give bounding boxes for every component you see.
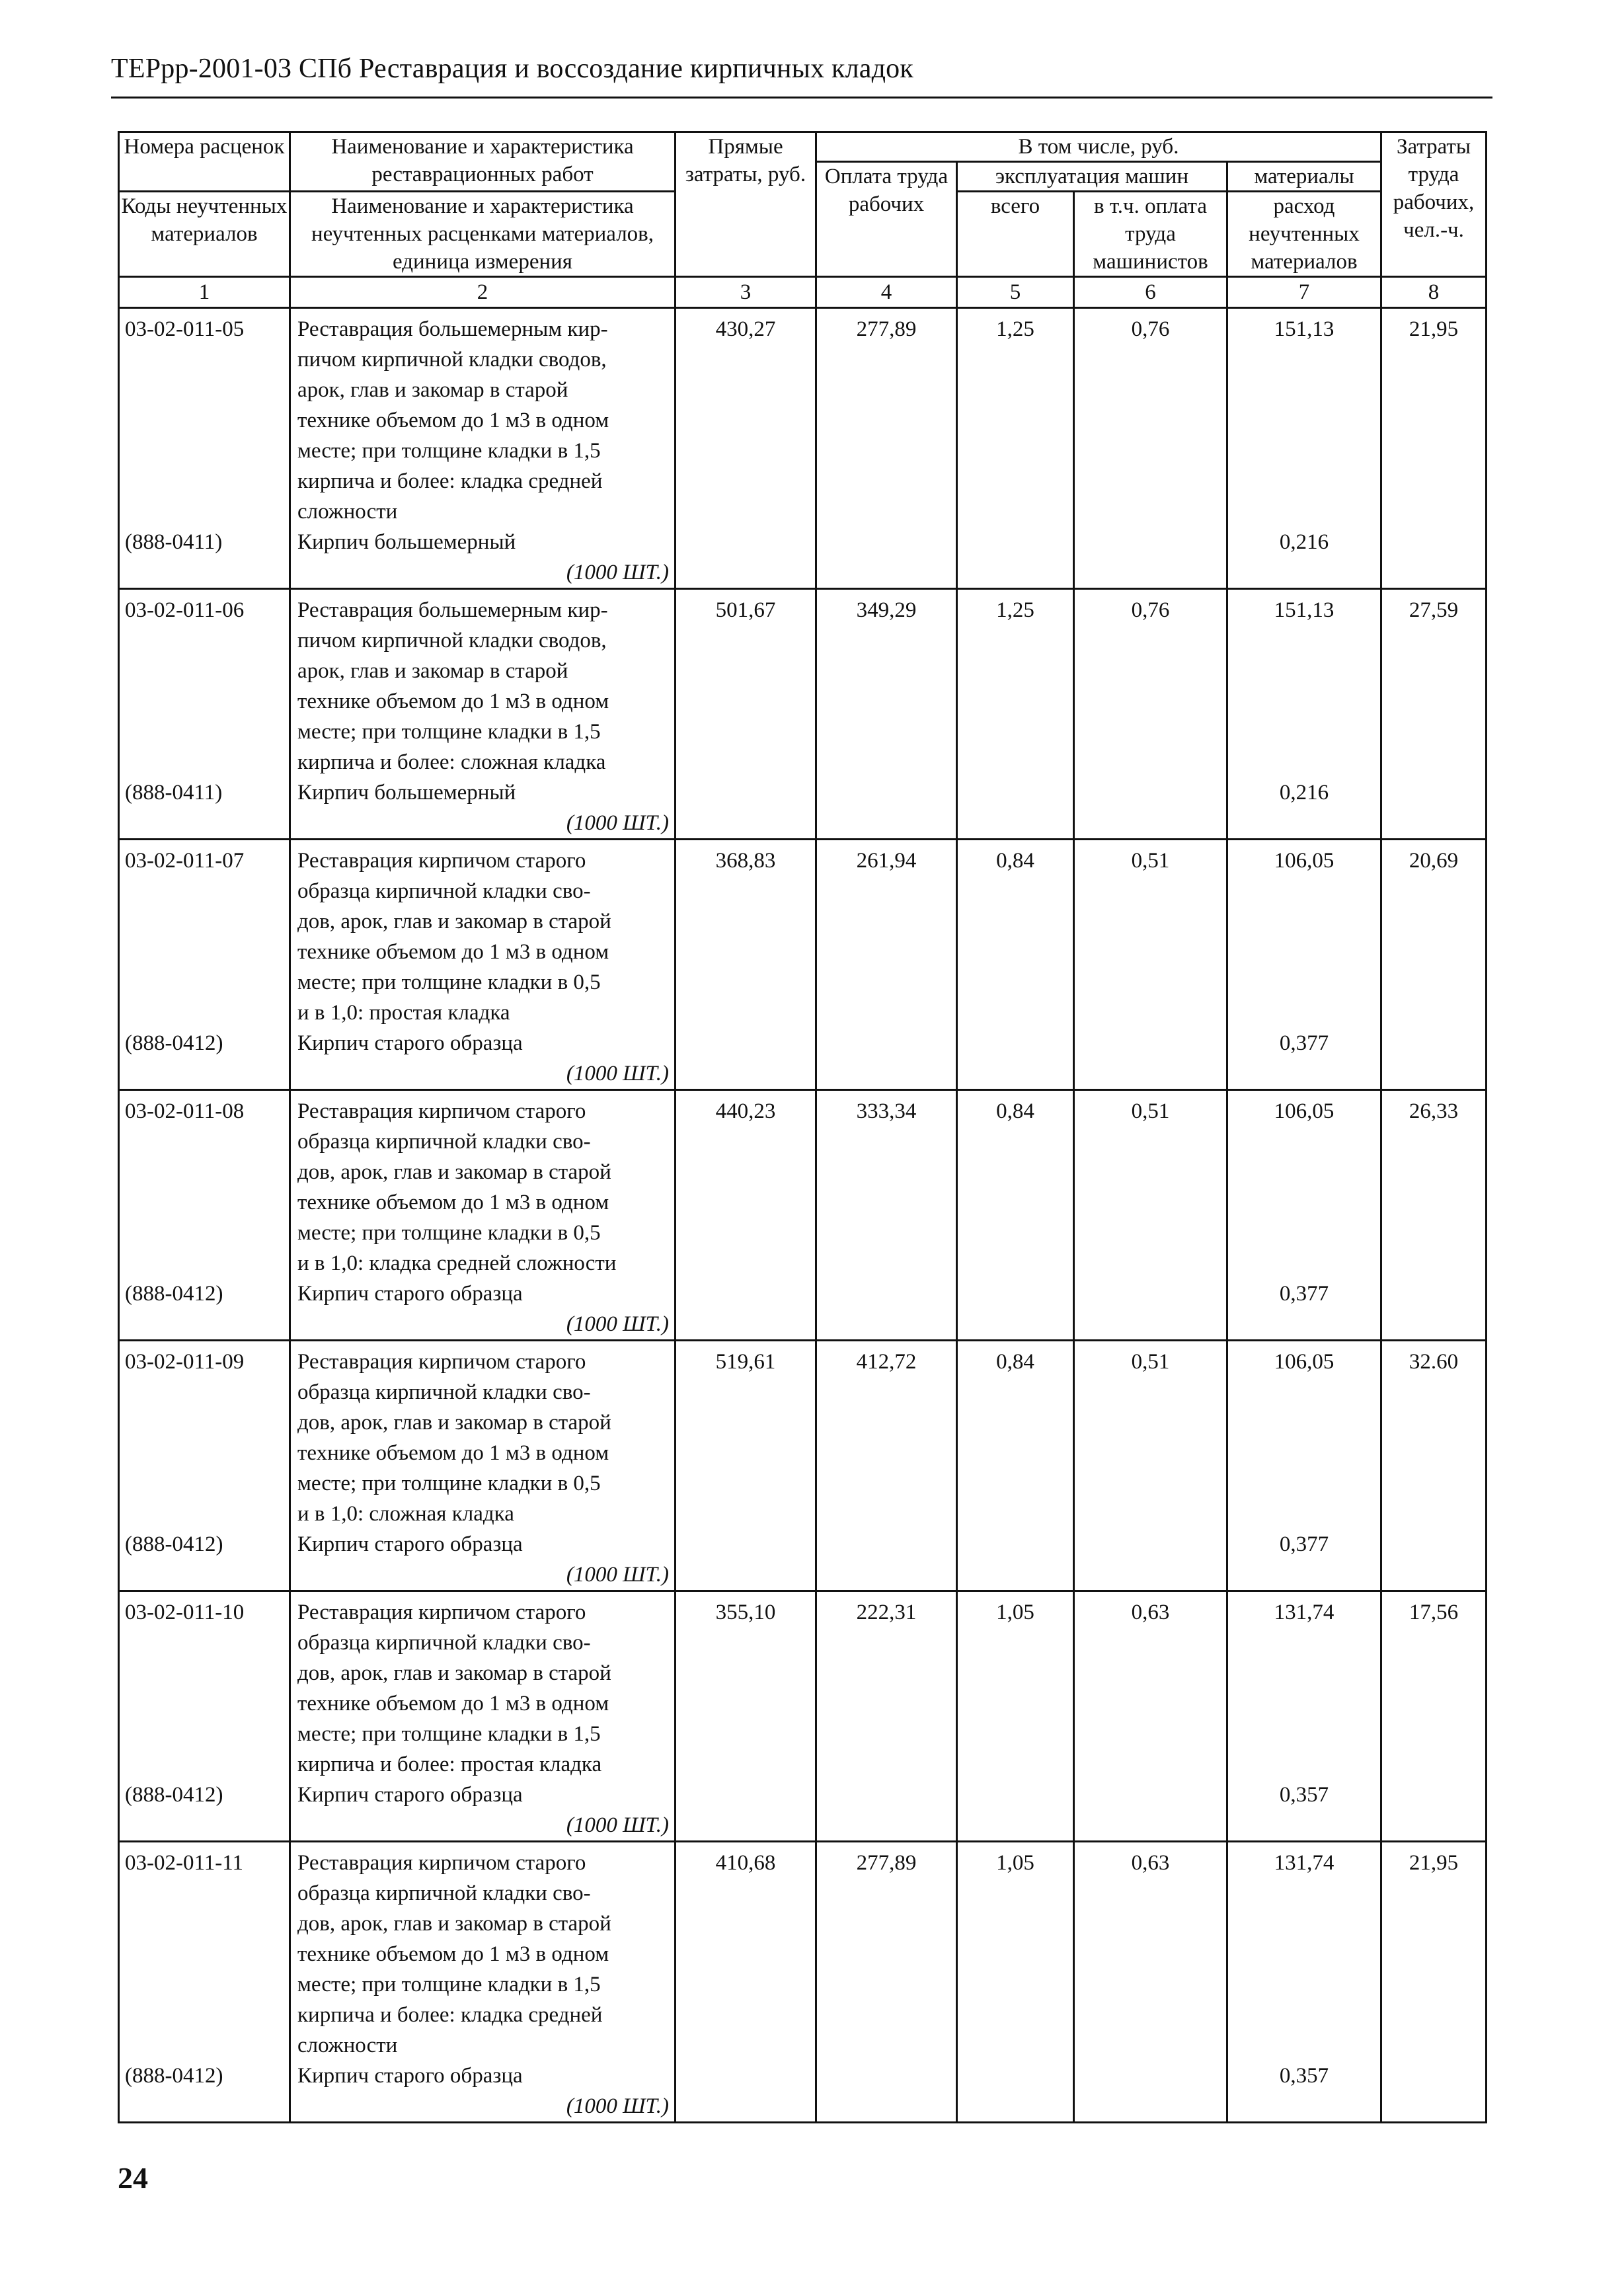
empty-cell [1074,1028,1227,1058]
description-line: и в 1,0: сложная кладка [297,1502,514,1526]
empty-cell [1381,1529,1487,1560]
description-line: пичом кирпичной кладки сводов, [297,629,607,652]
material-quantity: 0,377 [1227,1279,1381,1309]
operator-pay: 0,51 [1074,1341,1227,1530]
empty-cell [957,1560,1074,1591]
operator-pay: 0,76 [1074,308,1227,528]
empty-cell [957,1810,1074,1842]
empty-cell [1074,2091,1227,2123]
column-number: 5 [957,277,1074,308]
empty-cell [1227,2091,1381,2123]
header-material-names: Наименование и характеристика неучтенных расценками материалов, единица измерения [290,192,676,277]
empty-cell [1381,808,1487,840]
machines-total: 0,84 [957,1090,1074,1279]
machines-total: 1,25 [957,589,1074,778]
description-line: месте; при толщине кладки в 1,5 [297,1722,601,1746]
material-unit: (1000 ШТ.) [290,557,676,589]
rate-description [290,589,676,778]
materials-cost: 106,05 [1227,1341,1381,1530]
description-line: образца кирпичной кладки сво- [297,1881,591,1905]
machines-total: 1,05 [957,1842,1074,2061]
labor-hours: 21,95 [1381,1842,1487,2061]
labor-hours: 27,59 [1381,589,1487,778]
worker-pay: 349,29 [816,589,957,778]
description-line: технике объемом до 1 м3 в одном [297,1191,609,1214]
empty-cell [957,808,1074,840]
header-material-consumption: расход неучтенных материалов [1227,192,1381,277]
direct-costs: 519,61 [676,1341,816,1530]
column-numbers-row [119,277,1487,308]
material-row [119,777,1487,808]
empty-cell [1227,1810,1381,1842]
empty-cell [816,1560,957,1591]
rate-code: 03-02-011-11 [119,1842,290,2061]
operator-pay: 0,63 [1074,1591,1227,1780]
direct-costs: 355,10 [676,1591,816,1780]
empty-cell [957,1309,1074,1341]
page-number: 24 [118,2161,148,2195]
operator-pay: 0,63 [1074,1842,1227,2061]
machines-total: 1,25 [957,308,1074,528]
rate-description [290,1341,676,1530]
empty-cell [957,1529,1074,1560]
material-unit: (1000 ШТ.) [290,1309,676,1341]
empty-cell [1074,777,1227,808]
material-unit: (1000 ШТ.) [290,1058,676,1090]
material-code: (888-0412) [119,2061,290,2091]
material-row [119,1780,1487,1810]
empty-cell [676,527,816,557]
empty-cell [1381,2091,1487,2123]
empty-cell [119,1058,290,1090]
empty-cell [957,1058,1074,1090]
material-name: Кирпич большемерный [290,527,676,557]
description-line: кирпича и более: кладка средней [297,2003,603,2027]
empty-cell [816,1309,957,1341]
table-body [119,308,1487,2123]
empty-cell [816,2091,957,2123]
empty-cell [119,1309,290,1341]
empty-cell [1381,777,1487,808]
empty-cell [1074,1529,1227,1560]
rate-description [290,1842,676,2061]
unit-row [119,2091,1487,2123]
column-number: 7 [1227,277,1381,308]
rate-row [119,1090,1487,1279]
worker-pay: 277,89 [816,1842,957,2061]
empty-cell [119,1810,290,1842]
material-code: (888-0412) [119,1279,290,1309]
empty-cell [957,777,1074,808]
material-row [119,1529,1487,1560]
description-line: образца кирпичной кладки сво- [297,1631,591,1655]
unit-row [119,808,1487,840]
empty-cell [1074,1058,1227,1090]
empty-cell [957,1780,1074,1810]
rate-code: 03-02-011-08 [119,1090,290,1279]
empty-cell [1074,1279,1227,1309]
description-line: Реставрация большемерным кир- [297,598,608,622]
description-line: арок, глав и закомар в старой [297,378,568,402]
header-rule [111,97,1492,99]
empty-cell [816,1279,957,1309]
labor-hours: 20,69 [1381,840,1487,1029]
material-unit: (1000 ШТ.) [290,808,676,840]
column-number: 8 [1381,277,1487,308]
description-line: технике объемом до 1 м3 в одном [297,1692,609,1716]
empty-cell [816,1529,957,1560]
document-header: ТЕРрр-2001-03 СПб Реставрация и воссоздание кирпичных кладок [111,54,913,84]
material-quantity: 0,357 [1227,1780,1381,1810]
material-name: Кирпич старого образца [290,1780,676,1810]
description-line: месте; при толщине кладки в 1,5 [297,720,601,744]
empty-cell [816,2061,957,2091]
header-machines-total: всего [957,192,1074,277]
machines-total: 1,05 [957,1591,1074,1780]
empty-cell [816,1028,957,1058]
description-line: кирпича и более: сложная кладка [297,750,606,774]
description-line: дов, арок, глав и закомар в старой [297,1411,611,1435]
empty-cell [676,1058,816,1090]
material-quantity: 0,377 [1227,1028,1381,1058]
direct-costs: 430,27 [676,308,816,528]
header-labor-hours: Затраты труда рабочих, чел.-ч. [1381,132,1487,277]
unit-row [119,1560,1487,1591]
description-line: и в 1,0: простая кладка [297,1001,510,1025]
rate-description [290,1090,676,1279]
rate-code: 03-02-011-10 [119,1591,290,1780]
empty-cell [1381,1279,1487,1309]
description-line: образца кирпичной кладки сво- [297,879,591,903]
description-line: и в 1,0: кладка средней сложности [297,1251,617,1275]
description-line: месте; при толщине кладки в 0,5 [297,1221,601,1245]
empty-cell [1227,1309,1381,1341]
description-line: образца кирпичной кладки сво- [297,1130,591,1154]
materials-cost: 106,05 [1227,1090,1381,1279]
worker-pay: 222,31 [816,1591,957,1780]
labor-hours: 17,56 [1381,1591,1487,1780]
column-number: 1 [119,277,290,308]
material-code: (888-0412) [119,1780,290,1810]
header-material-codes: Коды неучтенных материалов [119,192,290,277]
direct-costs: 440,23 [676,1090,816,1279]
empty-cell [676,1309,816,1341]
empty-cell [957,527,1074,557]
description-line: Реставрация кирпичом старого [297,1600,586,1624]
empty-cell [957,1028,1074,1058]
machines-total: 0,84 [957,1341,1074,1530]
empty-cell [1381,1560,1487,1591]
materials-cost: 131,74 [1227,1842,1381,2061]
header-direct-costs: Прямые затраты, руб. [676,132,816,277]
rate-code: 03-02-011-05 [119,308,290,528]
description-line: Реставрация кирпичом старого [297,1851,586,1875]
direct-costs: 368,83 [676,840,816,1029]
empty-cell [1074,1810,1227,1842]
worker-pay: 412,72 [816,1341,957,1530]
empty-cell [119,1560,290,1591]
empty-cell [1227,808,1381,840]
empty-cell [676,1560,816,1591]
empty-cell [1381,557,1487,589]
empty-cell [816,527,957,557]
operator-pay: 0,51 [1074,1090,1227,1279]
empty-cell [816,557,957,589]
rate-row [119,1341,1487,1530]
empty-cell [1381,1058,1487,1090]
machines-total: 0,84 [957,840,1074,1029]
description-line: кирпича и более: простая кладка [297,1753,602,1776]
table-header [119,132,1487,308]
empty-cell [676,2091,816,2123]
rate-row [119,840,1487,1029]
empty-cell [119,2091,290,2123]
empty-cell [676,808,816,840]
empty-cell [1381,1309,1487,1341]
empty-cell [957,2091,1074,2123]
rate-row [119,589,1487,778]
header-rate-number: Номера расценок [119,132,290,192]
empty-cell [1074,1560,1227,1591]
description-line: технике объемом до 1 м3 в одном [297,409,609,432]
material-name: Кирпич большемерный [290,777,676,808]
rate-row [119,308,1487,528]
empty-cell [957,2061,1074,2091]
empty-cell [1074,1780,1227,1810]
description-line: сложности [297,500,398,524]
material-name: Кирпич старого образца [290,2061,676,2091]
empty-cell [816,808,957,840]
header-operator-pay: в т.ч. оплата труда машинистов [1074,192,1227,277]
labor-hours: 26,33 [1381,1090,1487,1279]
worker-pay: 261,94 [816,840,957,1029]
material-quantity: 0,377 [1227,1529,1381,1560]
description-line: технике объемом до 1 м3 в одном [297,1942,609,1966]
description-line: образца кирпичной кладки сво- [297,1380,591,1404]
empty-cell [957,1279,1074,1309]
empty-cell [1381,1028,1487,1058]
empty-cell [1381,1810,1487,1842]
empty-cell [1381,1780,1487,1810]
material-row [119,2061,1487,2091]
description-line: кирпича и более: кладка средней [297,469,603,493]
empty-cell [1227,1560,1381,1591]
description-line: Реставрация кирпичом старого [297,1099,586,1123]
column-number: 4 [816,277,957,308]
labor-hours: 21,95 [1381,308,1487,528]
materials-cost: 151,13 [1227,308,1381,528]
rate-code: 03-02-011-09 [119,1341,290,1530]
unit-row [119,557,1487,589]
header-work-name: Наименование и характеристика реставрационных работ [290,132,676,192]
rate-description [290,1591,676,1780]
rate-description [290,840,676,1029]
empty-cell [816,777,957,808]
unit-row [119,1309,1487,1341]
empty-cell [816,1810,957,1842]
description-line: технике объемом до 1 м3 в одном [297,940,609,964]
empty-cell [676,777,816,808]
empty-cell [1227,557,1381,589]
material-unit: (1000 ШТ.) [290,1810,676,1842]
material-code: (888-0412) [119,1028,290,1058]
empty-cell [1074,808,1227,840]
description-line: месте; при толщине кладки в 1,5 [297,439,601,463]
column-number: 3 [676,277,816,308]
empty-cell [119,808,290,840]
material-name: Кирпич старого образца [290,1529,676,1560]
material-code: (888-0411) [119,777,290,808]
empty-cell [676,2061,816,2091]
empty-cell [676,1810,816,1842]
empty-cell [816,1780,957,1810]
materials-cost: 131,74 [1227,1591,1381,1780]
description-line: месте; при толщине кладки в 0,5 [297,1472,601,1495]
material-quantity: 0,216 [1227,527,1381,557]
direct-costs: 501,67 [676,589,816,778]
material-code: (888-0411) [119,527,290,557]
description-line: дов, арок, глав и закомар в старой [297,1160,611,1184]
header-machines: эксплуатация машин [957,162,1227,192]
material-row [119,1279,1487,1309]
header-worker-pay: Оплата труда рабочих [816,162,957,277]
material-name: Кирпич старого образца [290,1028,676,1058]
description-line: Реставрация большемерным кир- [297,317,608,341]
empty-cell [676,1028,816,1058]
rate-code: 03-02-011-06 [119,589,290,778]
empty-cell [1074,2061,1227,2091]
empty-cell [119,557,290,589]
description-line: дов, арок, глав и закомар в старой [297,910,611,933]
empty-cell [1381,2061,1487,2091]
rate-row [119,1842,1487,2061]
description-line: Реставрация кирпичом старого [297,849,586,873]
material-quantity: 0,357 [1227,2061,1381,2091]
material-name: Кирпич старого образца [290,1279,676,1309]
empty-cell [676,1279,816,1309]
unit-row [119,1058,1487,1090]
description-line: Реставрация кирпичом старого [297,1350,586,1374]
worker-pay: 277,89 [816,308,957,528]
empty-cell [676,1529,816,1560]
rates-table [118,131,1487,2123]
description-line: месте; при толщине кладки в 0,5 [297,970,601,994]
material-quantity: 0,216 [1227,777,1381,808]
material-code: (888-0412) [119,1529,290,1560]
rate-description [290,308,676,528]
header-including: В том числе, руб. [816,132,1381,162]
empty-cell [957,557,1074,589]
empty-cell [1074,527,1227,557]
direct-costs: 410,68 [676,1842,816,2061]
empty-cell [676,1780,816,1810]
materials-cost: 151,13 [1227,589,1381,778]
labor-hours: 32.60 [1381,1341,1487,1530]
header-materials: материалы [1227,162,1381,192]
empty-cell [1381,527,1487,557]
rate-code: 03-02-011-07 [119,840,290,1029]
operator-pay: 0,76 [1074,589,1227,778]
material-row [119,527,1487,557]
empty-cell [1227,1058,1381,1090]
rate-row [119,1591,1487,1780]
unit-row [119,1810,1487,1842]
description-line: пичом кирпичной кладки сводов, [297,348,607,372]
material-unit: (1000 ШТ.) [290,1560,676,1591]
empty-cell [676,557,816,589]
empty-cell [816,1058,957,1090]
column-number: 6 [1074,277,1227,308]
description-line: арок, глав и закомар в старой [297,659,568,683]
description-line: дов, арок, глав и закомар в старой [297,1912,611,1936]
empty-cell [1074,1309,1227,1341]
material-unit: (1000 ШТ.) [290,2091,676,2123]
material-row [119,1028,1487,1058]
worker-pay: 333,34 [816,1090,957,1279]
description-line: месте; при толщине кладки в 1,5 [297,1973,601,1996]
description-line: сложности [297,2033,398,2057]
materials-cost: 106,05 [1227,840,1381,1029]
description-line: технике объемом до 1 м3 в одном [297,1441,609,1465]
column-number: 2 [290,277,676,308]
empty-cell [1074,557,1227,589]
description-line: технике объемом до 1 м3 в одном [297,690,609,713]
description-line: дов, арок, глав и закомар в старой [297,1661,611,1685]
operator-pay: 0,51 [1074,840,1227,1029]
